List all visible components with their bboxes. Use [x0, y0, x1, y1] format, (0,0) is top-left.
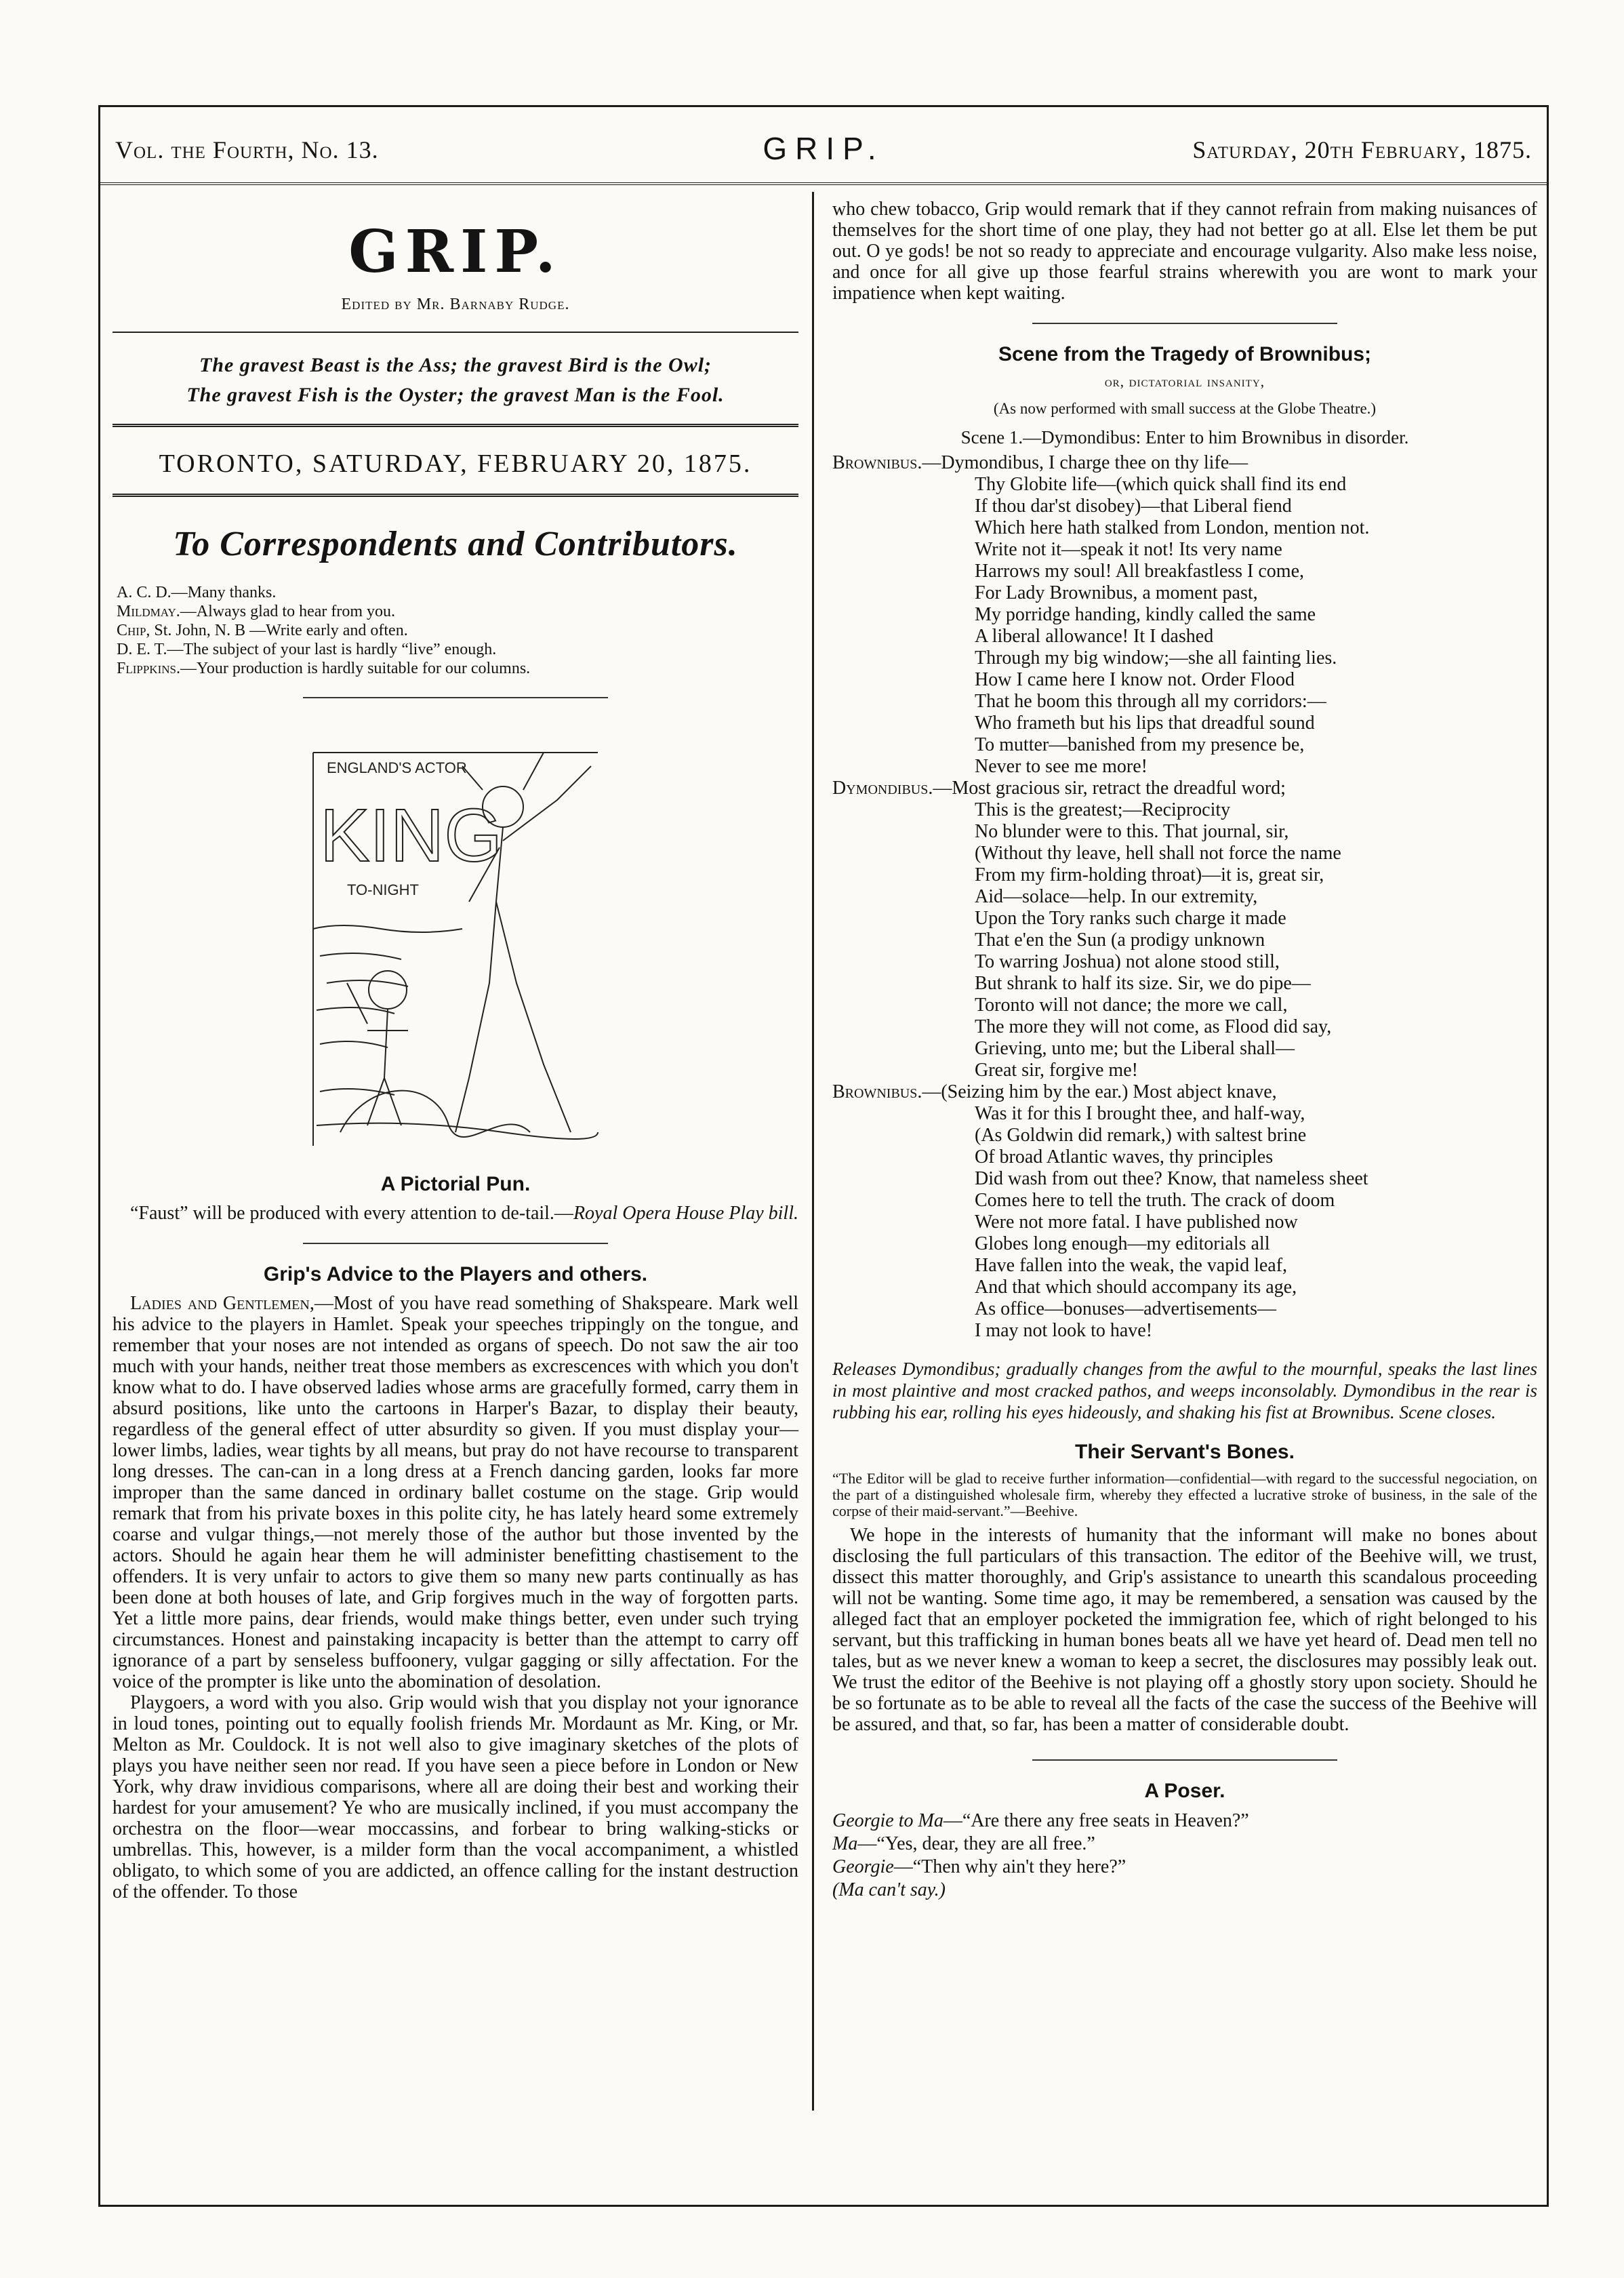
verse-line: [832, 951, 1537, 973]
verse-line: [832, 799, 1537, 821]
verse-text: Through my big window;—she all fainting lies.: [975, 647, 1337, 668]
verse-line: [832, 1060, 1537, 1081]
divider: [303, 1243, 608, 1244]
correspondent-entry: Chip, St. John, N. B —Write early and often.: [117, 622, 408, 639]
paper-title: GRIP.: [763, 131, 885, 166]
verse-text: Which here hath stalked from London, mention not.: [975, 517, 1370, 538]
divider: [113, 332, 798, 333]
verse-text: Never to see me more!: [975, 756, 1148, 777]
speaker-name: Dymondibus.: [832, 778, 933, 799]
divider: [1032, 1759, 1337, 1761]
verse-line: [832, 734, 1537, 756]
speaker-name: Brownibus.: [832, 452, 922, 473]
verse-text: Grieving, unto me; but the Liberal shall—: [975, 1038, 1295, 1059]
verse-line: [832, 1212, 1537, 1233]
verse-text: This is the greatest;—Reciprocity: [975, 799, 1231, 820]
verse-text: The more they will not come, as Flood did say,: [975, 1016, 1332, 1037]
verse-line: [832, 1081, 1537, 1103]
verse-line: [832, 821, 1537, 843]
poser-line: Ma—“Yes, dear, they are all free.”: [832, 1833, 1095, 1854]
poser-dialogue: [832, 1810, 1537, 1902]
pun-title: A Pictorial Pun.: [380, 1173, 531, 1195]
verse-text: Write not it—speak it not! Its very name: [975, 539, 1282, 560]
verse-text: That he boom this through all my corridors:—: [975, 691, 1326, 712]
cartoon-caption-bottom: TO-NIGHT: [347, 881, 419, 898]
editor-line: Edited by Mr. Barnaby Rudge.: [341, 296, 570, 313]
verse-text: From my firm-holding throat)—it is, great sir,: [975, 864, 1324, 885]
verse-line: [832, 756, 1537, 778]
verse-line: [832, 539, 1537, 561]
correspondents-list: [113, 583, 798, 678]
verse-line: [832, 1277, 1537, 1298]
dateline: TORONTO, SATURDAY, FEBRUARY 20, 1875.: [159, 449, 752, 478]
verse-line: [832, 561, 1537, 582]
cartoon-caption-top: ENGLAND'S ACTOR: [327, 759, 467, 776]
cartoon-drawing: [300, 725, 611, 1159]
divider: [113, 424, 798, 427]
divider: [1032, 323, 1337, 324]
verse-text: How I came here I know not. Order Flood: [975, 669, 1295, 690]
poser-title: A Poser.: [1144, 1780, 1225, 1802]
correspondent-entry: A. C. D.—Many thanks.: [117, 584, 277, 601]
verse-line: [832, 626, 1537, 647]
pun-text: “Faust” will be produced with every attention to de-tail.—Royal Opera House Play bill.: [130, 1203, 798, 1224]
correspondent-entry: Flippkins.—Your production is hardly suitable for our columns.: [117, 660, 531, 677]
verse-line: [832, 713, 1537, 734]
poser-line: Georgie to Ma—“Are there any free seats in Heaven?”: [832, 1810, 1249, 1831]
verse-text: Comes here to tell the truth. The crack of doom: [975, 1190, 1335, 1211]
verse-text: To warring Joshua) not alone stood still,: [975, 951, 1280, 972]
verse-line: [832, 864, 1537, 886]
verse-text: —Most gracious sir, retract the dreadful word;: [933, 778, 1286, 799]
verse-line: [832, 474, 1537, 496]
verse-text: But shrank to half its size. Sir, we do pipe—: [975, 973, 1311, 994]
verse-text: —Dymondibus, I charge thee on thy life—: [922, 452, 1249, 473]
verse-line: [832, 1038, 1537, 1060]
verse-line: [832, 496, 1537, 517]
verse-text: —(Seizing him by the ear.) Most abject knave,: [922, 1081, 1277, 1102]
verse-line: [832, 1233, 1537, 1255]
verse-text: (As Goldwin did remark,) with saltest brine: [975, 1125, 1307, 1146]
verse-line: [832, 1190, 1537, 1212]
verse-text: If thou dar'st disobey)—that Liberal fiend: [975, 496, 1292, 517]
verse-text: Were not more fatal. I have published now: [975, 1212, 1298, 1233]
verse-text: As office—bonuses—advertisements—: [975, 1298, 1277, 1319]
verse-text: To mutter—banished from my presence be,: [975, 734, 1305, 755]
verse-line: [832, 1146, 1537, 1168]
verse-line: [832, 1298, 1537, 1320]
verse-line: [832, 843, 1537, 864]
divider: [113, 494, 798, 497]
verse-line: [832, 1320, 1537, 1342]
verse-text: Toronto will not dance; the more we call,: [975, 995, 1288, 1016]
volume-number: Vol. the Fourth, No. 13.: [115, 136, 379, 163]
verse-line: [832, 452, 1537, 474]
scene-note: (As now performed with small success at the Globe Theatre.): [993, 400, 1377, 417]
verse-line: [832, 908, 1537, 930]
verse-line: [832, 582, 1537, 604]
cartoon-illustration: [300, 725, 611, 1159]
speaker-name: Brownibus.: [832, 1081, 922, 1102]
verse-text: My porridge handing, kindly called the same: [975, 604, 1316, 625]
verse-text: No blunder were to this. That journal, sir,: [975, 821, 1289, 842]
verse-line: [832, 517, 1537, 539]
verse-line: [832, 778, 1537, 799]
bones-title: Their Servant's Bones.: [1075, 1441, 1295, 1463]
left-column: [113, 199, 798, 1902]
right-column: [832, 199, 1537, 1902]
column-divider: [812, 192, 814, 2111]
correspondent-entry: Mildmay.—Always glad to hear from you.: [117, 603, 396, 620]
verse-block: [832, 452, 1537, 1342]
verse-line: [832, 886, 1537, 908]
verse-line: [832, 995, 1537, 1016]
verse-line: [832, 1016, 1537, 1038]
verse-text: Great sir, forgive me!: [975, 1060, 1138, 1081]
verse-text: A liberal allowance! It I dashed: [975, 626, 1214, 647]
verse-line: [832, 1168, 1537, 1190]
verse-text: And that which should accompany its age,: [975, 1277, 1297, 1298]
verse-text: Upon the Tory ranks such charge it made: [975, 908, 1286, 929]
verse-line: [832, 1125, 1537, 1146]
correspondents-title: To Correspondents and Contributors.: [173, 525, 738, 563]
scene-direction: Scene 1.—Dymondibus: Enter to him Brownibus in disorder.: [960, 427, 1409, 447]
advice-continuation: who chew tobacco, Grip would remark that if they cannot refrain from making nuisances of themselves for the short time of one play, they had not better go at all. Else let them be put out. O ye gods! be not so ready to appreciate and encourage vulgarity. Also make less noise, and once for all give up those fearful strains wherewith you are wont to mark your impatience when kept waiting.: [832, 199, 1537, 304]
verse-text: Harrows my soul! All breakfastless I come,: [975, 561, 1304, 582]
motto-line-2: The gravest Fish is the Oyster; the gravest Man is the Fool.: [186, 384, 725, 406]
verse-line: [832, 691, 1537, 713]
advice-paragraph-1: Ladies and Gentlemen,—Most of you have read something of Shakspeare. Mark well his advice to the players in Hamlet. Speak your speeches trippingly on the tongue, and remember that your noses are not intended as organs of speech. Do not saw the air too much with your hands, neither treat those members as excrescences with which you don't know what to do. I have observed ladies whose arms are gracefully formed, carry them in absurd positions, like unto the cartoons in Harper's Bazar, to display their beauty, regardless of the general effect of utter absurdity so given. If you must display your—lower limbs, ladies, wear tights by all means, but pray do not have recourse to transparent long dresses. The can-can in a long dress at a French dancing garden, looks far more improper than the same danced in ordinary ballet costume on the stage. Grip would remark that from his private boxes in this polite city, he has lately heard some extremely coarse and vulgar things,—not merely those of the author but those invented by the actors. Should he again hear them he will administer benefitting chastisement to the offenders. It is very unfair to actors to give them so many new parts continually as has been done at both houses of late, and Grip forgives much in the way of forgotten parts. Yet a little more pains, dear friends, would make things better, even under such trying circumstances. Honest and painstaking incapacity is better than the attempt to carry off ignorance of a part by senseless buffoonery, vulgar gagging or silly affectation. For the voice of the prompter is like unto the abomination of desolation.: [113, 1293, 798, 1692]
verse-text: Was it for this I brought thee, and half-way,: [975, 1103, 1305, 1124]
advice-paragraph-2: Playgoers, a word with you also. Grip would wish that you display not your ignorance in loud tones, pointing out to equally foolish friends Mr. Mordaunt as Mr. King, or Mr. Melton as Mr. Couldock. It is not well also to give imaginary sketches of the plots of plays you have neither seen nor read. If you have seen a piece before in London or New York, why draw invidious comparisons, where all are doing their best and working their hardest for your amusement? Ye who are musically inclined, if you must accompany the orchestra on the floor—wear moccassins, and forbear to bring walking-sticks or umbrellas. This, however, is a milder form than the vocal accompaniment, a whistled obligato, to which some of you are addicted, an offence calling for the instant destruction of the offender. To those: [113, 1692, 798, 1902]
page-header: [100, 107, 1547, 185]
poser-line: Georgie—“Then why ain't they here?”: [832, 1856, 1126, 1877]
verse-line: [832, 1103, 1537, 1125]
verse-line: [832, 669, 1537, 691]
motto-line-1: The gravest Beast is the Ass; the gravest Bird is the Owl;: [199, 354, 712, 376]
verse-text: Globes long enough—my editorials all: [975, 1233, 1270, 1254]
newspaper-page: [98, 105, 1549, 2207]
verse-text: That e'en the Sun (a prodigy unknown: [975, 930, 1265, 951]
verse-line: [832, 1255, 1537, 1277]
poser-line: (Ma can't say.): [832, 1879, 946, 1900]
verse-text: Who frameth but his lips that dreadful sound: [975, 713, 1315, 734]
cartoon-caption-main: KING: [320, 794, 502, 877]
verse-line: [832, 604, 1537, 626]
scene-title: Scene from the Tragedy of Brownibus;: [998, 343, 1372, 365]
verse-line: [832, 647, 1537, 669]
scene-subtitle: or, dictatorial insanity,: [1104, 373, 1265, 390]
advice-title: Grip's Advice to the Players and others.: [263, 1263, 648, 1285]
verse-text: I may not look to have!: [975, 1320, 1153, 1341]
divider: [303, 697, 608, 698]
masthead: GRIP.: [348, 218, 563, 286]
verse-line: [832, 973, 1537, 995]
bones-quote: “The Editor will be glad to receive further information—confidential—with regard to the successful negociation, on the part of a distinguished wholesale firm, whereby they effected a lucrative stroke of business, in the sale of the corpse of their maid-servant.”—Beehive.: [832, 1470, 1537, 1519]
verse-text: Have fallen into the weak, the vapid leaf,: [975, 1255, 1288, 1276]
verse-text: Thy Globite life—(which quick shall find its end: [975, 474, 1347, 495]
correspondent-entry: D. E. T.—The subject of your last is hardly “live” enough.: [117, 641, 497, 658]
verse-text: For Lady Brownibus, a moment past,: [975, 582, 1258, 603]
verse-line: [832, 930, 1537, 951]
verse-text: Of broad Atlantic waves, thy principles: [975, 1146, 1274, 1167]
issue-date: Saturday, 20th February, 1875.: [1192, 136, 1532, 163]
verse-text: Aid—solace—help. In our extremity,: [975, 886, 1258, 907]
verse-text: (Without thy leave, hell shall not force the name: [975, 843, 1341, 864]
verse-text: Did wash from out thee? Know, that nameless sheet: [975, 1168, 1368, 1189]
stage-direction: Releases Dymondibus; gradually changes from the awful to the mournful, speaks the last lines in most plaintive and most cracked pathos, and weeps inconsolably. Dymondibus in the rear is rubbing his ear, rolling his eyes hideously, and shaking his fist at Brownibus. Scene closes.: [832, 1359, 1537, 1422]
bones-text: We hope in the interests of humanity that the informant will make no bones about disclosing the full particulars of this transaction. The editor of the Beehive will, we trust, dissect this matter thoroughly, and Grip's assistance to unearth this scandalous proceeding will not be wanting. Some time ago, it may be remembered, a sensation was caused by the alleged fact that an employer pocketed the immigration fee, which of right belonged to his servant, but this trafficking in human bones beats all we have yet heard of. Dead men tell no tales, but as we never knew a woman to keep a secret, the disclosures may possibly leak out. We trust the editor of the Beehive is not playing off a ghostly story upon society. Should he be so fortunate as to be able to reveal all the facts of the case the success of the Beehive will be assured, and that, so far, has been a matter of considerable doubt.: [832, 1525, 1537, 1735]
